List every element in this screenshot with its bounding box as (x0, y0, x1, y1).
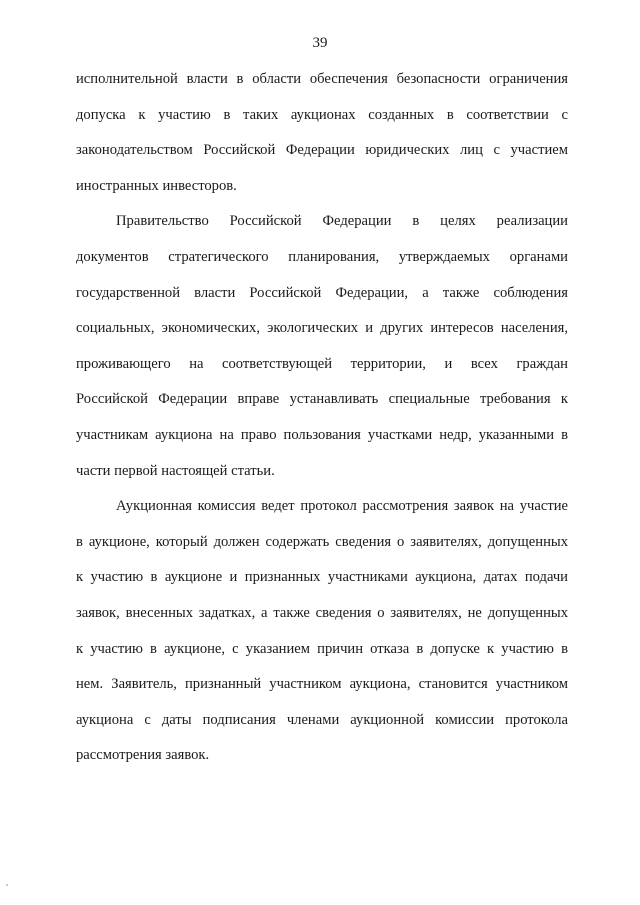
text-line: к участию в аукционе и признанных участниками аукциона, датах подачи (76, 569, 568, 586)
paragraph-2 (76, 212, 568, 479)
text-line: Правительство Российской Федерации в целях реализации (116, 213, 568, 230)
text-line: нем. Заявитель, признанный участником аукциона, становится участником (76, 676, 568, 693)
paragraph-1 (76, 70, 568, 195)
paragraph-3 (76, 497, 568, 764)
text-line: допуска к участию в таких аукционах созданных в соответствии с (76, 106, 568, 123)
document-body (76, 70, 568, 782)
text-line: в аукционе, который должен содержать сведения о заявителях, допущенных (76, 533, 568, 550)
text-line: проживающего на соответствующей территории, и всех граждан (76, 355, 568, 372)
text-line: социальных, экономических, экологических и других интересов населения, (76, 320, 568, 337)
text-line: документов стратегического планирования, утверждаемых органами (76, 248, 568, 265)
text-line: участникам аукциона на право пользования участками недр, указанными в (76, 426, 568, 443)
text-line: к участию в аукционе, с указанием причин отказа в допуске к участию в (76, 640, 568, 657)
text-line: рассмотрения заявок. (76, 747, 210, 764)
text-line: Российской Федерации вправе устанавливать специальные требования к (76, 391, 568, 408)
text-line: исполнительной власти в области обеспечения безопасности ограничения (76, 71, 568, 87)
page-number: 39 (312, 35, 328, 51)
text-line: Аукционная комиссия ведет протокол рассмотрения заявок на участие (116, 498, 568, 515)
text-line: иностранных инвесторов. (76, 177, 237, 194)
scan-artifact (6, 884, 8, 886)
text-line: государственной власти Российской Федерации, а также соблюдения (76, 284, 568, 301)
text-line: части первой настоящей статьи. (76, 462, 275, 479)
text-line: заявок, внесенных задатках, а также сведения о заявителях, не допущенных (76, 604, 568, 621)
text-line: аукциона с даты подписания членами аукционной комиссии протокола (76, 711, 568, 728)
text-line: законодательством Российской Федерации юридических лиц с участием (76, 142, 568, 159)
